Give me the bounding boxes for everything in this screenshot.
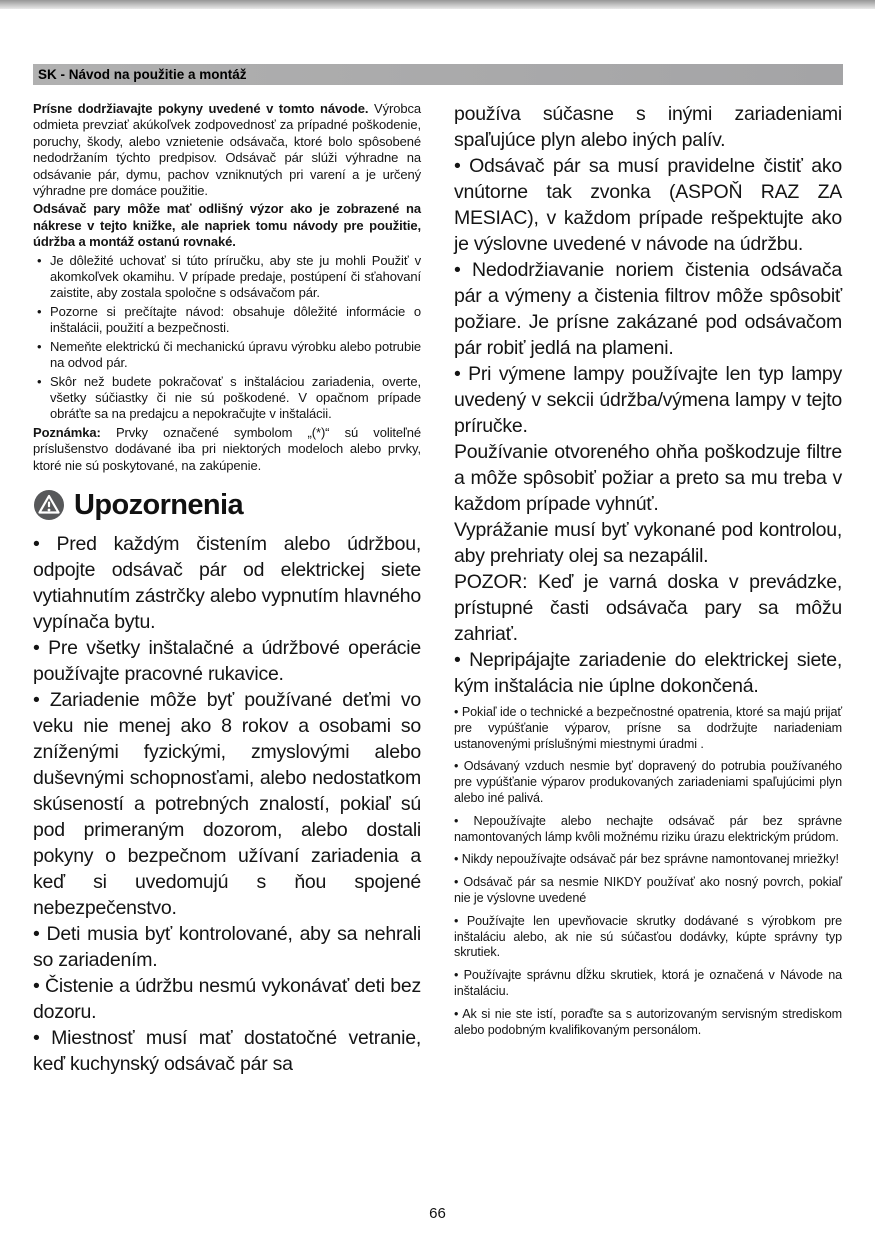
- list-item: [33, 253, 421, 302]
- list-item-text: Nemeňte elektrickú či mechanickú úpravu výrobku alebo potrubie na odvod pár.: [50, 338, 421, 371]
- warning-paragraph: používa súčasne s inými zariadeniami spaľujúce plyn alebo iných palív.: [454, 103, 842, 151]
- warning-paragraph: Vyprážanie musí byť vykonané pod kontrolou, aby prehriaty olej sa nezapálil.: [454, 519, 842, 567]
- appearance-notice: Odsávač pary môže mať odlišný výzor ako je zobrazené na nákrese v tejto knižke, ale napriek tomu návody pre použitie, údržba a montáž ostanú rovnaké.: [33, 201, 421, 250]
- note-paragraph: [33, 425, 421, 474]
- list-item-text: Pozorne si prečítajte návod: obsahuje dôležité informácie o inštalácii, použití a bezpečnosti.: [50, 303, 421, 336]
- regulation-note: • Nikdy nepoužívajte odsávač pár bez správne namontovanej mriežky!: [454, 852, 839, 867]
- list-item-text: Je dôležité uchovať si túto príručku, aby ste ju mohli Použiť v akomkoľvek okamihu. V prípade predaje, postúpení či sťahovaní zaistite, aby zostala spoločne s odsávačom pár.: [50, 252, 421, 301]
- warning-icon: [33, 489, 65, 521]
- section-header-title: SK - Návod na použitie a montáž: [38, 67, 247, 82]
- warnings-title: Upozornenia: [74, 488, 244, 521]
- warning-paragraph: • Zariadenie môže byť používané deťmi vo veku nie menej ako 8 rokov a osobami so zníženými fyzickými, zmyslovými alebo duševnými schopnosťami, alebo nedostatkom skúseností a potrebných znalostí, pokiaľ sú pod primeraným dozorom, alebo dostali pokyny o bezpečnom užívaní zariadenia a keď si uvedomujú s ňou spojené nebezpečenstvo.: [33, 688, 421, 919]
- regulation-note: • Používajte len upevňovacie skrutky dodávané s výrobkom pre inštaláciu alebo, ak nie sú súčasťou dodávky, kúpte správny typ skrutiek.: [454, 913, 842, 960]
- warnings-heading: [33, 489, 421, 522]
- regulation-note: • Ak si nie ste istí, poraďte sa s autorizovaným servisným strediskom alebo podobným kvalifikovaným personálom.: [454, 1006, 842, 1037]
- intro-body-text: Výrobca odmieta prevziať akúkoľvek zodpovednosť za prípadné poškodenie, poruchy, škody, alebo vznietenie odsávača, ktoré bolo spôsobené nedodržaním týchto predpisov. Odsávač pár slúži výhradne na odsávanie pár, dymu, pachov vzniknutých pri varení a je určený výhradne pre domáce použitie.: [33, 101, 421, 199]
- intro-bold-text: Prísne dodržiavajte pokyny uvedené v tomto návode.: [33, 101, 369, 116]
- bullet-icon: •: [37, 303, 42, 319]
- list-item-text: Skôr než budete pokračovať s inštaláciou zariadenia, overte, všetky súčiastky či nie sú poškodené. V opačnom prípade obráťte sa na predajcu a nepokračujte v inštalácii.: [50, 373, 421, 422]
- list-item: [33, 339, 421, 372]
- intro-bullet-list: [33, 253, 421, 423]
- regulation-note: • Odsávaný vzduch nesmie byť dopravený do potrubia používaného pre vypúšťanie výparov produkovaných zariadeniami spaľujúcimi plyn alebo iné palivá.: [454, 759, 842, 805]
- bullet-icon: •: [37, 252, 42, 268]
- warning-paragraph: Používanie otvoreného ohňa poškodzuje filtre a môže spôsobiť požiar a preto sa mu treba v každom prípade vyhnúť.: [454, 441, 842, 515]
- right-column: [454, 101, 842, 1077]
- regulation-note: • Nepoužívajte alebo nechajte odsávač pár bez správne namontovaných lámp kvôli možnému riziku úrazu elektrickým prúdom.: [454, 813, 842, 844]
- note-text: Prvky označené symbolom „(*)“ sú voliteľné príslušenstvo dodávané iba pri niektorých modeloch alebo prvky, ktoré nie sú poskytované, na zakúpenie.: [33, 424, 422, 473]
- warning-paragraph: • Pred každým čistením alebo údržbou, odpojte odsávač pár od elektrickej siete vytiahnutím zástrčky alebo vypnutím hlavného vypínača bytu.: [33, 532, 421, 633]
- bullet-icon: •: [37, 373, 42, 389]
- warning-paragraph: • Pre všetky inštalačné a údržbové operácie používajte pracovné rukavice.: [33, 636, 421, 685]
- warning-paragraph: • Nepripájajte zariadenie do elektrickej siete, kým inštalácia nie úplne dokončená.: [454, 649, 842, 697]
- warning-paragraph: • Čistenie a údržbu nesmú vykonávať deti bez dozoru.: [33, 974, 421, 1023]
- intro-paragraph: [33, 101, 421, 199]
- note-label: Poznámka:: [33, 424, 101, 440]
- left-column: [33, 101, 421, 1077]
- regulation-note: • Odsávač pár sa nesmie NIKDY používať ako nosný povrch, pokiaľ nie je výslovne uvedené: [454, 875, 842, 905]
- warning-paragraph: • Odsávač pár sa musí pravidelne čistiť ako vnútorne tak zvonka (ASPOŇ RAZ ZA MESIAC), v každom prípade rešpektujte ako je výslovne uvedené v návode na údržbu.: [454, 155, 842, 255]
- regulation-note: • Pokiaľ ide o technické a bezpečnostné opatrenia, ktoré sa majú prijať pre vypúšťanie výparov, prísne sa dodržujte nariadeniam ustanovenými príslušnými miestnymi úradmi .: [454, 705, 842, 751]
- warning-paragraph: • Miestnosť musí mať dostatočné vetranie, keď kuchynský odsávač pár sa: [33, 1026, 421, 1075]
- page-content: [33, 101, 843, 1077]
- warning-paragraph: • Nedodržiavanie noriem čistenia odsávača pár a výmeny a čistenia filtrov môže spôsobiť požiare. Je prísne zakázané pod odsávačom pár robiť jedlá na plameni.: [454, 259, 842, 359]
- page-top-edge: [0, 0, 875, 9]
- warning-paragraph: • Deti musia byť kontrolované, aby sa nehrali so zariadením.: [33, 922, 421, 971]
- section-header: [33, 64, 843, 85]
- list-item: [33, 374, 421, 423]
- list-item: [33, 304, 421, 337]
- page-number: 66: [429, 1205, 446, 1222]
- bullet-icon: •: [37, 338, 42, 354]
- regulation-note: • Používajte správnu dĺžku skrutiek, ktorá je označená v Návode na inštaláciu.: [454, 968, 842, 998]
- warning-paragraph: POZOR: Keď je varná doska v prevádzke, prístupné časti odsávača pary sa môžu zahriať.: [454, 571, 842, 645]
- warning-paragraph: • Pri výmene lampy používajte len typ lampy uvedený v sekcii údržba/výmena lampy v tejto príručke.: [454, 363, 842, 437]
